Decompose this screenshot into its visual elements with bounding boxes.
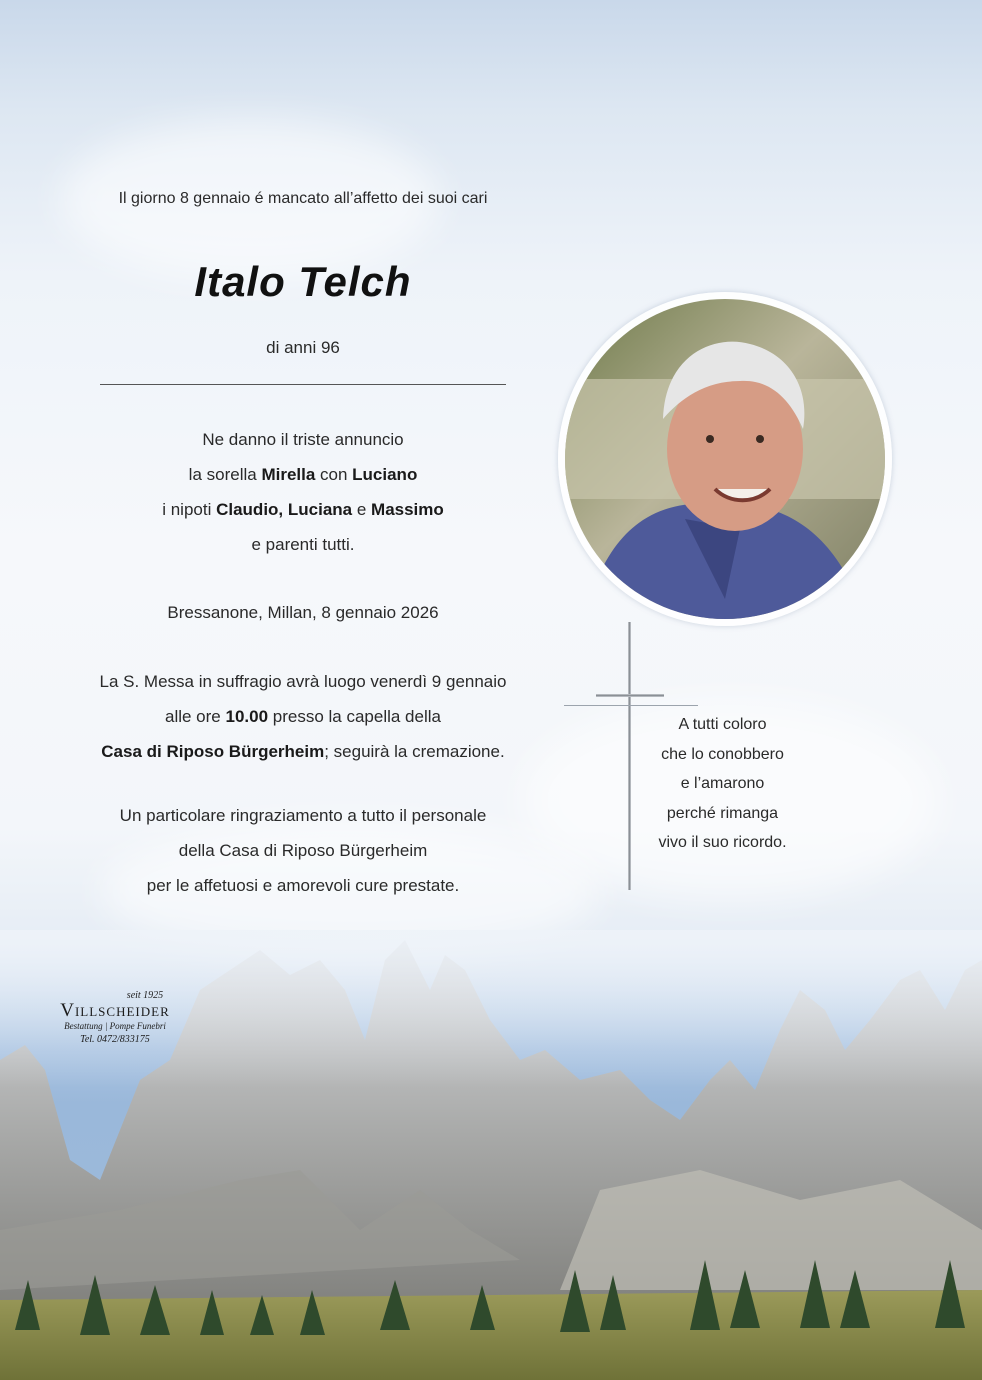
verse-line: vivo il suo ricordo. — [658, 834, 787, 851]
age-text: di anni 96 — [266, 338, 340, 357]
verse-line: A tutti coloro — [678, 716, 767, 733]
mass-line — [0, 734, 606, 769]
text-span: presso la capella della — [268, 707, 441, 726]
funeral-home-logo — [40, 990, 190, 1045]
thanks — [0, 798, 606, 903]
place-date: Bressanone, Millan, 8 gennaio 2026 — [167, 603, 439, 622]
text-span: e — [352, 500, 372, 519]
logo-subtitle: Bestattung | Pompe Funebri — [64, 1021, 166, 1031]
deceased-name: Italo Telch — [194, 258, 412, 305]
logo-brand: Villscheider — [60, 1000, 170, 1021]
relative-name: Luciano — [352, 465, 418, 484]
announcement-line: e parenti tutti. — [251, 535, 355, 554]
intro-text: Il giorno 8 gennaio é mancato all’affetto dei suoi cari — [118, 190, 488, 207]
text-span: la sorella — [188, 465, 262, 484]
verse-line: perché rimanga — [666, 804, 779, 822]
announcement — [0, 422, 606, 562]
text-span: alle ore — [165, 707, 226, 726]
divider — [100, 384, 506, 385]
logo-since: seit 1925 — [126, 990, 164, 1001]
relative-name: Mirella — [261, 465, 316, 484]
mass-line — [0, 699, 606, 734]
announcement-line — [0, 492, 606, 527]
thanks-line: Un particolare ringraziamento a tutto il personale — [119, 806, 487, 825]
verse — [620, 710, 825, 858]
text-span: ; seguirà la cremazione. — [324, 742, 505, 761]
relative-name: Claudio, Luciana — [216, 500, 353, 519]
announcement-line: Ne danno il triste annuncio — [202, 430, 404, 449]
thanks-line: della Casa di Riposo Bürgerheim — [178, 841, 428, 860]
portrait-photo — [565, 299, 885, 619]
mass-location: Casa di Riposo Bürgerheim — [101, 742, 325, 761]
logo-phone: Tel. 0472/833175 — [80, 1034, 150, 1045]
verse-line: e l’amarono — [680, 775, 765, 792]
cross-icon — [596, 694, 664, 697]
thanks-line: per le affetuosi e amorevoli cure prestate. — [146, 876, 460, 895]
mass-time: 10.00 — [225, 707, 269, 726]
announcement-line — [0, 457, 606, 492]
text-span: i nipoti — [162, 500, 217, 519]
verse-line: che lo conobbero — [661, 745, 784, 763]
mass-info — [0, 664, 606, 769]
relative-name: Massimo — [371, 500, 444, 519]
cross-divider — [564, 705, 698, 706]
mass-line: La S. Messa in suffragio avrà luogo venerdì 9 gennaio — [99, 672, 507, 691]
text-span: con — [315, 465, 353, 484]
